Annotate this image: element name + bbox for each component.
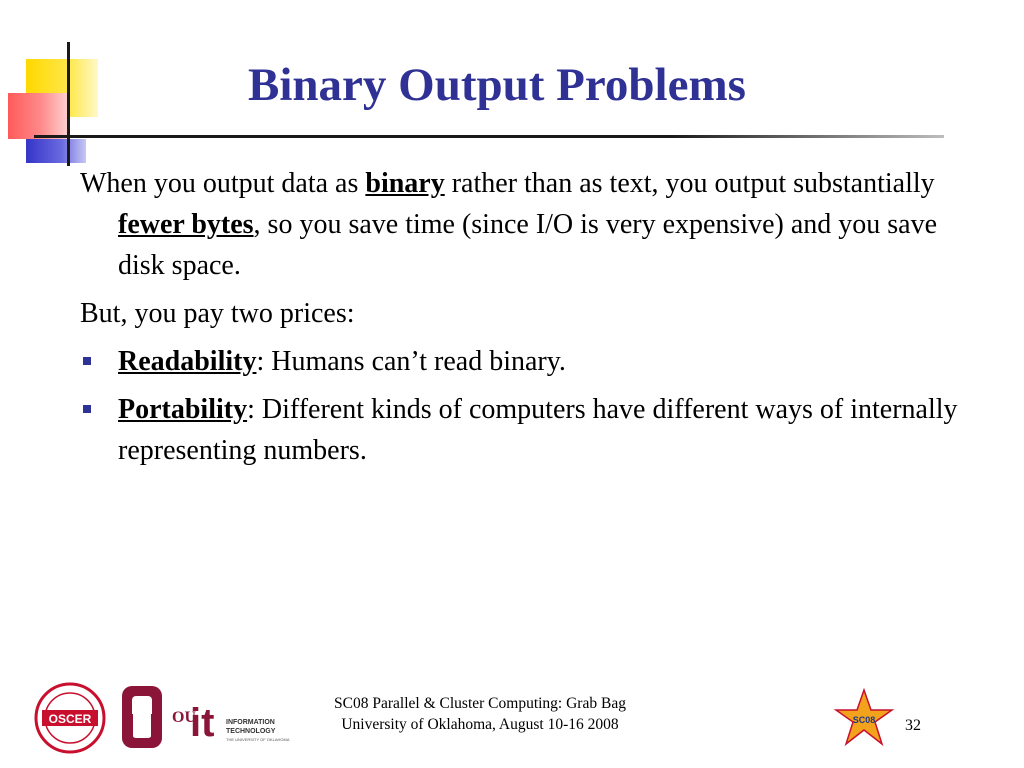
keyword-readability: Readability [118, 346, 257, 377]
paragraph-text: rather than as text, you output substantially [444, 168, 935, 199]
oscer-logo [22, 680, 118, 756]
square-bullet-icon [83, 405, 91, 413]
keyword-binary: binary [365, 168, 445, 199]
title-underline-rule [34, 135, 944, 138]
bullet-readability [80, 341, 960, 382]
bullet-text: : Different kinds of computers have different ways of internally representing numbers. [118, 394, 958, 466]
slide-body [80, 163, 960, 478]
it-text-line2: TECHNOLOGY [226, 728, 276, 735]
it-text-line1: INFORMATION [226, 719, 275, 726]
footer-line-1: SC08 Parallel & Cluster Computing: Grab Bag [334, 695, 626, 712]
page-number: 32 [905, 717, 921, 734]
it-wordmark: it [190, 701, 215, 745]
bullet-text: : Humans can’t read binary. [256, 346, 566, 377]
corner-decoration-vertical-line [67, 42, 70, 166]
oscer-wordmark: OSCER [48, 712, 92, 726]
corner-decoration-blue [26, 139, 86, 163]
keyword-fewer-bytes: fewer bytes [118, 209, 254, 240]
paragraph-two-prices: But, you pay two prices: [80, 298, 355, 329]
footer-line-2: University of Oklahoma, August 10-16 2008 [341, 716, 619, 733]
slide-title: Binary Output Problems [248, 59, 746, 111]
ou-small-wordmark: OU [172, 709, 196, 726]
paragraph-binary-output [80, 163, 960, 286]
bullet-portability [80, 389, 960, 471]
keyword-portability: Portability [118, 394, 248, 425]
paragraph-text: When you output data as [80, 168, 366, 199]
it-text-line3: THE UNIVERSITY OF OKLAHOMA [226, 737, 290, 742]
paragraph-text: , so you save time (since I/O is very expensive) and you save disk space. [118, 209, 938, 281]
ou-logo [118, 684, 166, 750]
ou-it-logo [170, 688, 290, 748]
sc08-star-logo [832, 688, 896, 748]
corner-decoration-red [8, 93, 68, 139]
square-bullet-icon [83, 357, 91, 365]
sc08-wordmark: SC08 [852, 715, 876, 725]
footer-caption [290, 693, 670, 735]
